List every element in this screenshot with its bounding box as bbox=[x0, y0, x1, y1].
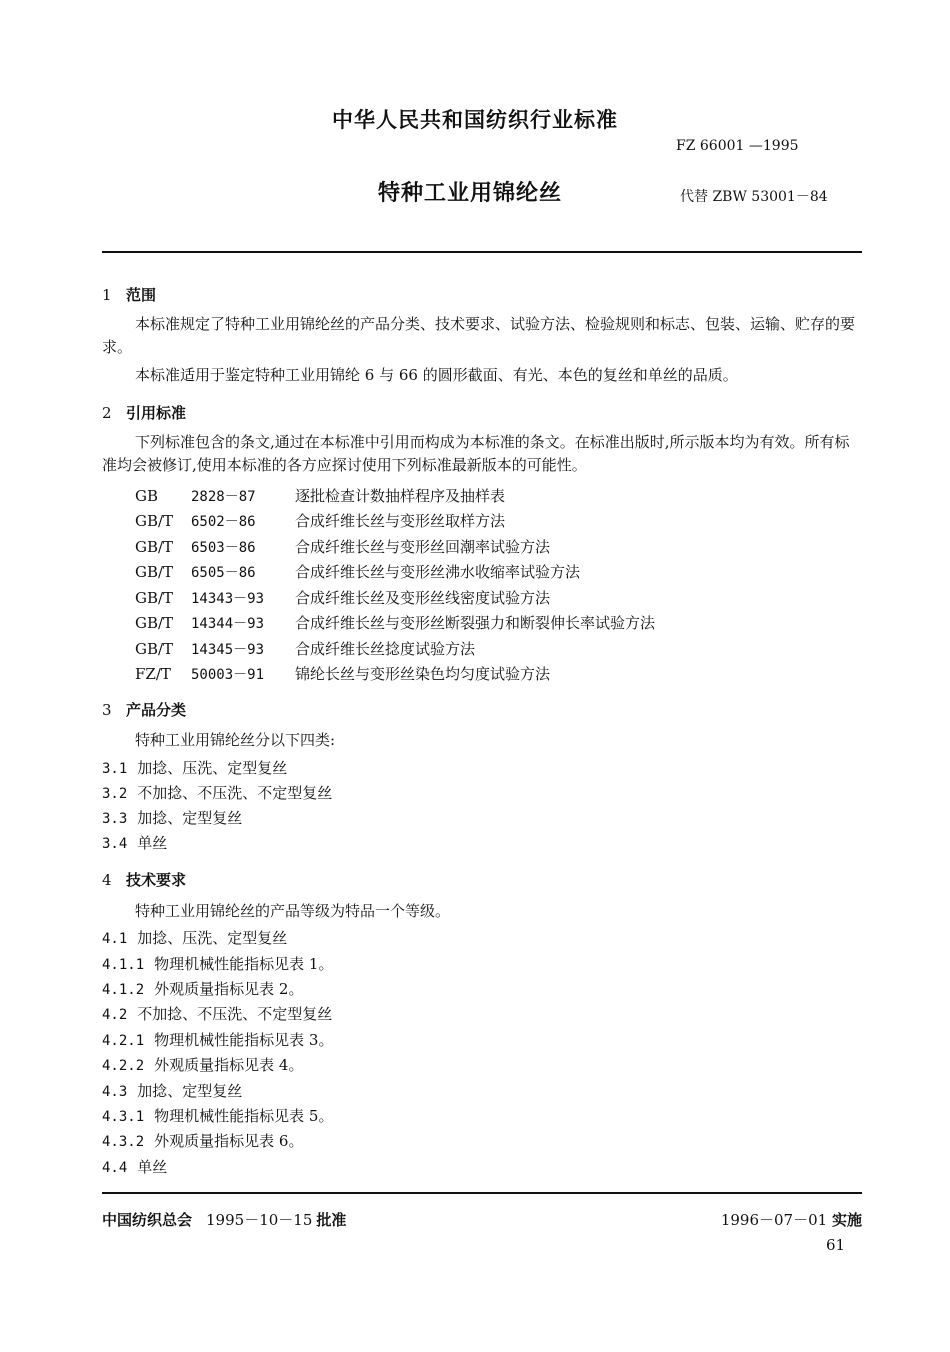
reference-code: GB/T bbox=[135, 614, 174, 632]
reference-title: 合成纤维长丝与变形丝断裂强力和断裂伸长率试验方法 bbox=[295, 614, 656, 632]
item-text: 加捻、压洗、定型复丝 bbox=[137, 929, 288, 947]
list-item bbox=[102, 1080, 242, 1101]
item-number: 4.3.1 bbox=[102, 1109, 145, 1125]
replaces-standard: 代替 ZBW 53001－84 bbox=[680, 189, 828, 205]
item-number: 3.4 bbox=[102, 836, 128, 852]
item-text: 物理机械性能指标见表 5。 bbox=[154, 1107, 334, 1125]
reference-code: GB/T bbox=[135, 538, 174, 556]
reference-row bbox=[135, 587, 550, 608]
item-number: 3.1 bbox=[102, 761, 128, 777]
item-number: 4.4 bbox=[102, 1160, 128, 1176]
footer-divider bbox=[102, 1192, 862, 1194]
item-text: 外观质量指标见表 4。 bbox=[154, 1056, 304, 1074]
list-item bbox=[102, 782, 332, 803]
list-item bbox=[102, 832, 167, 853]
section-1-paragraph-2: 本标准适用于鉴定特种工业用锦纶 6 与 66 的圆形截面、有光、本色的复丝和单丝的品质。 bbox=[135, 366, 738, 384]
section-1-title: 范围 bbox=[126, 286, 157, 304]
approval-label: 批准 bbox=[316, 1211, 347, 1229]
reference-code: GB bbox=[135, 487, 159, 505]
reference-title: 合成纤维长丝与变形丝沸水收缩率试验方法 bbox=[295, 563, 581, 581]
reference-title: 锦纶长丝与变形丝染色均匀度试验方法 bbox=[295, 665, 551, 683]
reference-number: 6502－86 bbox=[191, 514, 256, 530]
item-text: 单丝 bbox=[137, 834, 168, 852]
item-text: 外观质量指标见表 2。 bbox=[154, 980, 304, 998]
item-text: 加捻、定型复丝 bbox=[137, 1082, 243, 1100]
item-text: 单丝 bbox=[137, 1158, 168, 1176]
item-number: 4.3.2 bbox=[102, 1134, 145, 1150]
reference-number: 6505－86 bbox=[191, 565, 256, 581]
reference-number: 6503－86 bbox=[191, 540, 256, 556]
item-text: 物理机械性能指标见表 1。 bbox=[154, 955, 334, 973]
document-title: 特种工业用锦纶丝 bbox=[378, 180, 563, 206]
reference-title: 合成纤维长丝捻度试验方法 bbox=[295, 640, 476, 658]
list-item bbox=[102, 953, 333, 974]
reference-code: GB/T bbox=[135, 640, 174, 658]
effective-label: 实施 bbox=[831, 1211, 862, 1229]
section-2-title: 引用标准 bbox=[126, 404, 187, 422]
list-item bbox=[102, 1003, 332, 1024]
list-item bbox=[102, 807, 242, 828]
reference-row bbox=[135, 638, 475, 659]
approval-date: 1995－10－15 bbox=[206, 1211, 313, 1229]
reference-number: 14343－93 bbox=[191, 591, 265, 607]
section-2-heading bbox=[102, 402, 186, 423]
item-number: 3.3 bbox=[102, 811, 128, 827]
section-4-paragraph-1: 特种工业用锦纶丝的产品等级为特品一个等级。 bbox=[135, 902, 451, 920]
item-number: 3.2 bbox=[102, 786, 128, 802]
reference-number: 50003－91 bbox=[191, 667, 265, 683]
section-3-heading bbox=[102, 699, 186, 720]
item-text: 加捻、压洗、定型复丝 bbox=[137, 759, 288, 777]
reference-number: 14344－93 bbox=[191, 616, 265, 632]
reference-row bbox=[135, 561, 580, 582]
section-4-number: 4 bbox=[102, 871, 112, 889]
standard-code: FZ 66001 —1995 bbox=[676, 138, 799, 154]
issuer: 中国纺织总会 bbox=[102, 1211, 193, 1229]
effective-line bbox=[721, 1209, 862, 1230]
reference-row bbox=[135, 485, 505, 506]
reference-row bbox=[135, 663, 550, 684]
reference-row bbox=[135, 612, 655, 633]
item-number: 4.1.1 bbox=[102, 957, 145, 973]
list-item bbox=[102, 757, 287, 778]
reference-title: 合成纤维长丝及变形丝线密度试验方法 bbox=[295, 589, 551, 607]
section-1-number: 1 bbox=[102, 286, 112, 304]
reference-title: 合成纤维长丝与变形丝取样方法 bbox=[295, 512, 506, 530]
section-3-paragraph-1: 特种工业用锦纶丝分以下四类: bbox=[135, 731, 336, 749]
section-2-paragraph-1: 下列标准包含的条文,通过在本标准中引用而构成为本标准的条文。在标准出版时,所示版本均为有效。所有标准均会被修订,使用本标准的各方应探讨使用下列标准最新版本的可能性。 bbox=[102, 433, 850, 474]
item-text: 物理机械性能指标见表 3。 bbox=[154, 1031, 334, 1049]
item-text: 不加捻、不压洗、不定型复丝 bbox=[137, 784, 333, 802]
section-1-heading bbox=[102, 284, 156, 305]
section-4-heading bbox=[102, 869, 186, 890]
reference-number: 14345－93 bbox=[191, 642, 265, 658]
item-text: 不加捻、不压洗、不定型复丝 bbox=[137, 1005, 333, 1023]
section-4-title: 技术要求 bbox=[126, 871, 187, 889]
section-3-number: 3 bbox=[102, 701, 112, 719]
section-3-title: 产品分类 bbox=[126, 701, 187, 719]
reference-row bbox=[135, 536, 550, 557]
reference-code: GB/T bbox=[135, 563, 174, 581]
item-text: 加捻、定型复丝 bbox=[137, 809, 243, 827]
section-1-paragraph-1: 本标准规定了特种工业用锦纶丝的产品分类、技术要求、试验方法、检验规则和标志、包装、运输、贮存的要求。 bbox=[102, 315, 856, 356]
approval-line bbox=[102, 1209, 346, 1230]
list-item bbox=[102, 978, 303, 999]
reference-title: 逐批检查计数抽样程序及抽样表 bbox=[295, 487, 506, 505]
org-title: 中华人民共和国纺织行业标准 bbox=[332, 107, 618, 132]
item-number: 4.2.2 bbox=[102, 1058, 145, 1074]
list-item bbox=[102, 1054, 303, 1075]
effective-date: 1996－07－01 bbox=[720, 1211, 828, 1229]
list-item bbox=[102, 1130, 303, 1151]
header-divider bbox=[102, 251, 862, 253]
reference-code: GB/T bbox=[135, 589, 174, 607]
item-number: 4.2 bbox=[102, 1007, 128, 1023]
item-text: 外观质量指标见表 6。 bbox=[154, 1132, 304, 1150]
list-item bbox=[102, 927, 287, 948]
reference-row bbox=[135, 510, 505, 531]
section-2-number: 2 bbox=[102, 404, 112, 422]
list-item bbox=[102, 1105, 333, 1126]
item-number: 4.1 bbox=[102, 931, 128, 947]
item-number: 4.3 bbox=[102, 1084, 128, 1100]
item-number: 4.2.1 bbox=[102, 1033, 145, 1049]
reference-code: GB/T bbox=[135, 512, 174, 530]
list-item bbox=[102, 1029, 333, 1050]
reference-code: FZ/T bbox=[135, 665, 171, 683]
reference-number: 2828－87 bbox=[191, 489, 256, 505]
list-item bbox=[102, 1156, 167, 1177]
page-number: 61 bbox=[826, 1236, 846, 1254]
item-number: 4.1.2 bbox=[102, 982, 145, 998]
reference-title: 合成纤维长丝与变形丝回潮率试验方法 bbox=[295, 538, 551, 556]
